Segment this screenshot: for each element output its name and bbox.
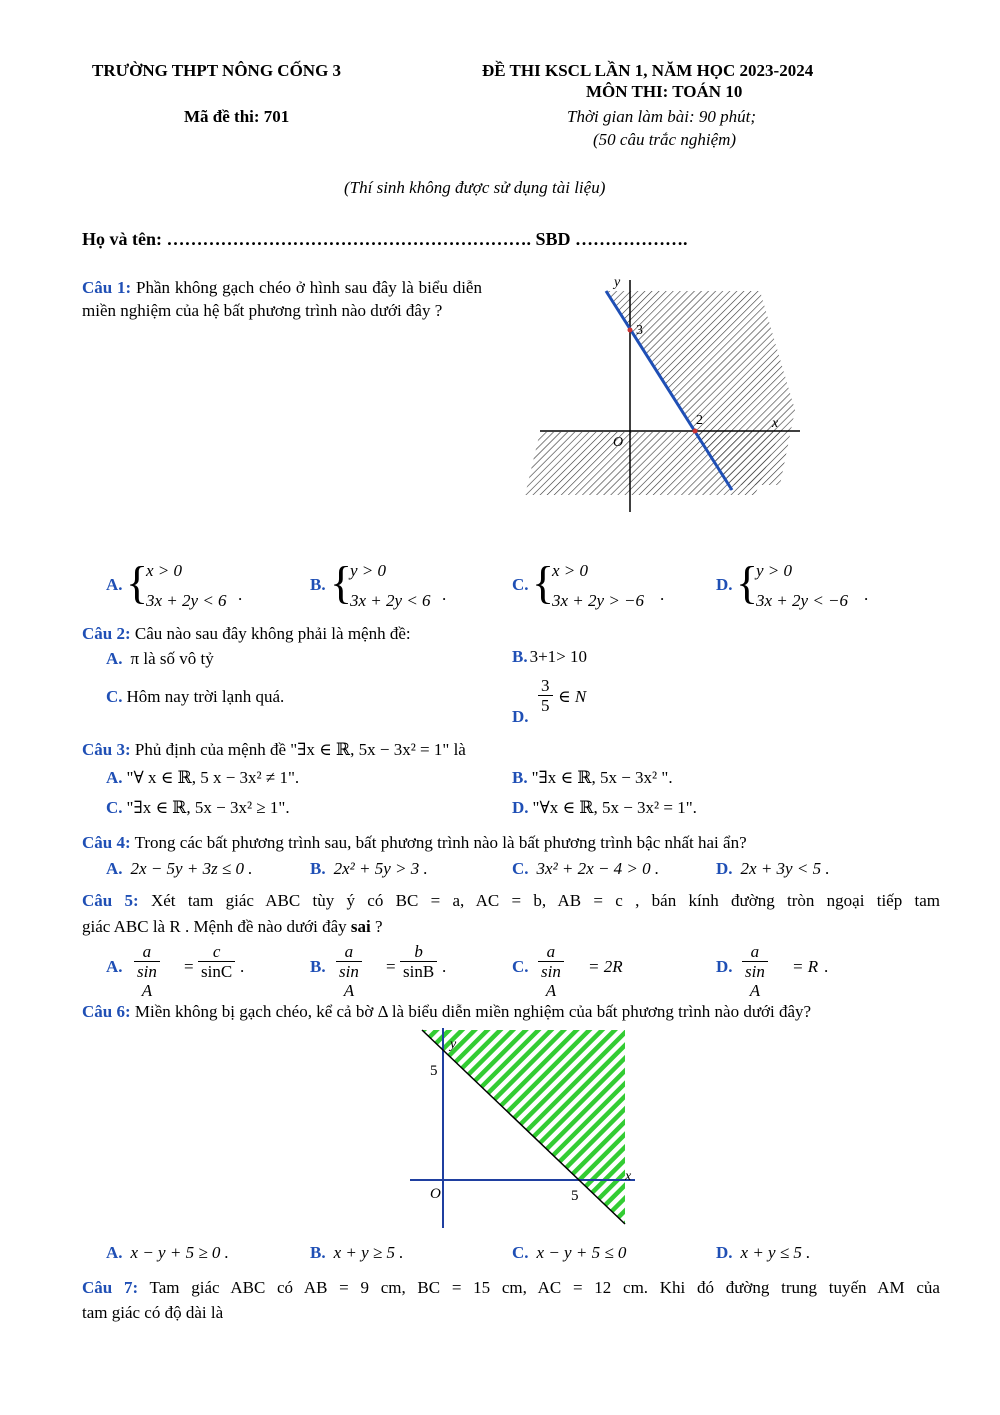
question-7-line-2: tam giác có độ dài là: [82, 1303, 224, 1322]
q1-hatch-lower: [525, 432, 780, 495]
q2-option-a[interactable]: A. π là số vô tỷ: [106, 649, 214, 668]
question-1-label: Câu 1:: [82, 278, 132, 297]
q6-x-label: x: [625, 1169, 632, 1184]
q1-y-label: y: [614, 275, 621, 290]
q1-graph: [510, 270, 810, 520]
question-4-text: Trong các bất phương trình sau, bất phương trình nào là bất phương trình bậc nhất hai ẩn?: [134, 833, 747, 852]
q6-option-b[interactable]: B. x + y ≥ 5 .: [310, 1243, 404, 1262]
q6-option-c[interactable]: C. x − y + 5 ≤ 0: [512, 1243, 627, 1262]
question-5-line-2: giác ABC là R . Mệnh đề nào dưới đây sai ?: [82, 917, 383, 936]
q6-tick-x5: 5: [571, 1188, 579, 1204]
q2-option-b[interactable]: B. 3+1> 10: [512, 647, 588, 666]
q1-tick-2: 2: [696, 413, 703, 428]
question-6-text: Miền không bị gạch chéo, kể cả bờ Δ là biểu diễn miền nghiệm của bất phương trình nào dưới đây?: [134, 1002, 812, 1021]
exam-note: (Thí sinh không được sử dụng tài liệu): [344, 178, 606, 197]
exam-code: Mã đề thi: 701: [184, 107, 290, 126]
q4-option-d[interactable]: D. 2x + 3y < 5 .: [716, 859, 830, 878]
question-2: Câu 2: Câu nào sau đây không phải là mệnh đề:: [82, 624, 411, 643]
question-3: Câu 3: Phủ định của mệnh đề "∃x ∈ ℝ, 5x − 3x² = 1" là: [82, 740, 466, 759]
q6-option-d[interactable]: D. x + y ≤ 5 .: [716, 1243, 811, 1262]
q1-tick-3: 3: [636, 323, 643, 338]
question-1-text: Phần không gạch chéo ở hình sau đây là biểu diễn miền nghiệm của hệ bất phương trình nào dưới đây ?: [82, 278, 482, 320]
q3-option-d[interactable]: D. "∀x ∈ ℝ, 5x − 3x² = 1".: [512, 798, 697, 817]
subject: MÔN THI: TOÁN 10: [586, 82, 743, 101]
question-1: [82, 276, 482, 322]
q3-option-b[interactable]: B. "∃x ∈ ℝ, 5x − 3x² ".: [512, 768, 673, 787]
school-name: TRƯỜNG THPT NÔNG CỐNG 3: [92, 61, 342, 80]
q3-option-a[interactable]: A. "∀ x ∈ ℝ, 5 x − 3x² ≠ 1".: [106, 768, 300, 787]
question-2-text: Câu nào sau đây không phải là mệnh đề:: [134, 624, 411, 643]
q2-option-c[interactable]: C. Hôm nay trời lạnh quá.: [106, 687, 285, 706]
q6-option-a[interactable]: A. x − y + 5 ≥ 0 .: [106, 1243, 229, 1262]
q4-option-b[interactable]: B. 2x² + 5y > 3 .: [310, 859, 428, 878]
question-5-line-1: Câu 5: Xét tam giác ABC tùy ý có BC = a, AC = b, AB = c , bán kính đường tròn ngoại tiếp tam: [82, 891, 940, 910]
exam-time: Thời gian làm bài: 90 phút;: [567, 107, 756, 126]
name-sbd-line: Họ và tên: ……………………………………………………. SBD ……………….: [82, 229, 688, 249]
q6-y-label: y: [450, 1037, 457, 1052]
question-3-text: Phủ định của mệnh đề "∃x ∈ ℝ, 5x − 3x² = 1" là: [134, 740, 466, 759]
q1-point-y3: [628, 328, 633, 333]
q3-option-c[interactable]: C. "∃x ∈ ℝ, 5x − 3x² ≥ 1".: [106, 798, 290, 817]
q1-point-x2: [693, 429, 698, 434]
q6-tick-y5: 5: [430, 1063, 438, 1079]
question-count: (50 câu trắc nghiệm): [593, 130, 737, 149]
q4-option-a[interactable]: A. 2x − 5y + 3z ≤ 0 .: [106, 859, 253, 878]
exam-title: ĐỀ THI KSCL LẦN 1, NĂM HỌC 2023-2024: [482, 61, 814, 80]
q6-graph: [410, 1028, 640, 1238]
question-6: Câu 6: Miền không bị gạch chéo, kể cả bờ Δ là biểu diễn miền nghiệm của bất phương trình nào dưới đây?: [82, 1002, 812, 1021]
q1-x-label: x: [772, 416, 779, 431]
question-7-line-1: Câu 7: Tam giác ABC có AB = 9 cm, BC = 15 cm, AC = 12 cm. Khi đó đường trung tuyến AM của: [82, 1278, 940, 1297]
q1-origin-label: O: [613, 435, 624, 450]
q6-origin-label: O: [430, 1186, 441, 1202]
question-4: Câu 4: Trong các bất phương trình sau, bất phương trình nào là bất phương trình bậc nhất hai ẩn?: [82, 833, 747, 852]
q4-option-c[interactable]: C. 3x² + 2x − 4 > 0 .: [512, 859, 660, 878]
